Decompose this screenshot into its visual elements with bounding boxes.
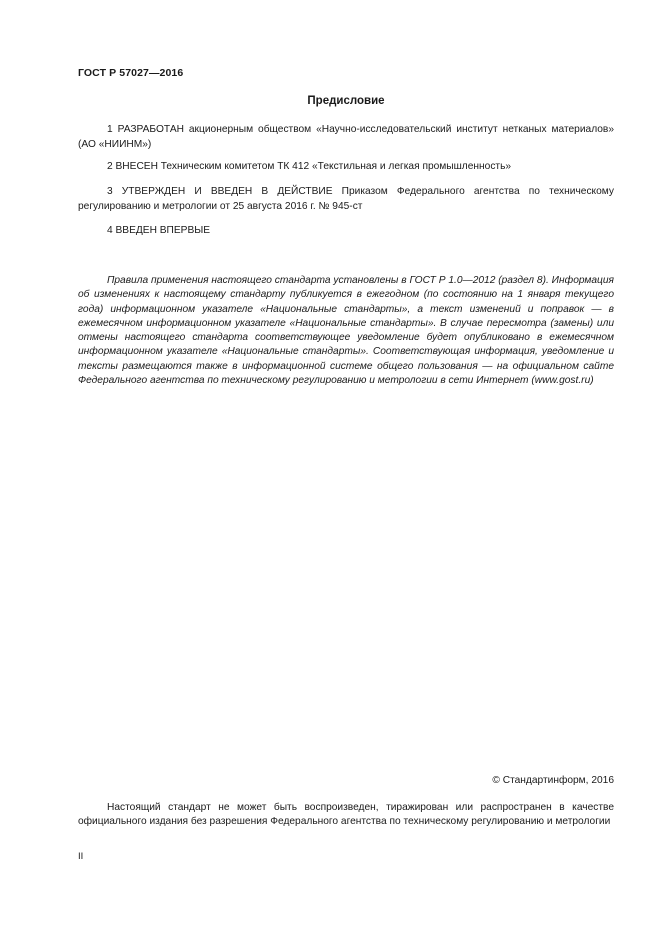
application-rules-notice: Правила применения настоящего стандарта установлены в ГОСТ Р 1.0—2012 (раздел 8). Информация об изменениях к настоящему стандарту публикуется в ежегодном (по состоянию на 1 января текущего года) информационном указателе «Национальные стандарты», а текст изменений и поправок — в ежемесячном информационном указателе «Национальные стандарты». В случае пересмотра (замены) или отмены настоящего стандарта соответствующее уведомление будет опубликовано в ежемесячном информационном указателе «Национальные стандарты». Соответствующая информация, уведомление и тексты размещаются также в информационной системе общего пользования — на официальном сайте Федерального агентства по техническому регулированию и метрологии в сети Интернет (www.gost.ru) (78, 275, 614, 387)
foreword-item-introduced: 2 ВНЕСЕН Техническим комитетом ТК 412 «Текстильная и легкая промышленность» (107, 161, 512, 172)
reproduction-notice: Настоящий стандарт не может быть воспроизведен, тиражирован или распространен в качестве официального издания без разрешения Федерального агентства по техническому регулированию и метрологии (78, 802, 614, 827)
foreword-item-developed: 1 РАЗРАБОТАН акционерным обществом «Научно-исследовательский институт нетканых материалов» (АО «НИИНМ») (78, 124, 614, 150)
copyright: © Стандартинформ, 2016 (492, 775, 614, 786)
standard-code: ГОСТ Р 57027—2016 (78, 67, 184, 79)
page-number: II (78, 851, 84, 862)
foreword-item-approved: 3 УТВЕРЖДЕН И ВВЕДЕН В ДЕЙСТВИЕ Приказом Федерального агентства по техническому регулированию и метрологии от 25 августа 2016 г. № 945-ст (78, 186, 614, 212)
page-title: Предисловие (307, 95, 385, 107)
foreword-item-first-introduced: 4 ВВЕДЕН ВПЕРВЫЕ (107, 225, 211, 236)
